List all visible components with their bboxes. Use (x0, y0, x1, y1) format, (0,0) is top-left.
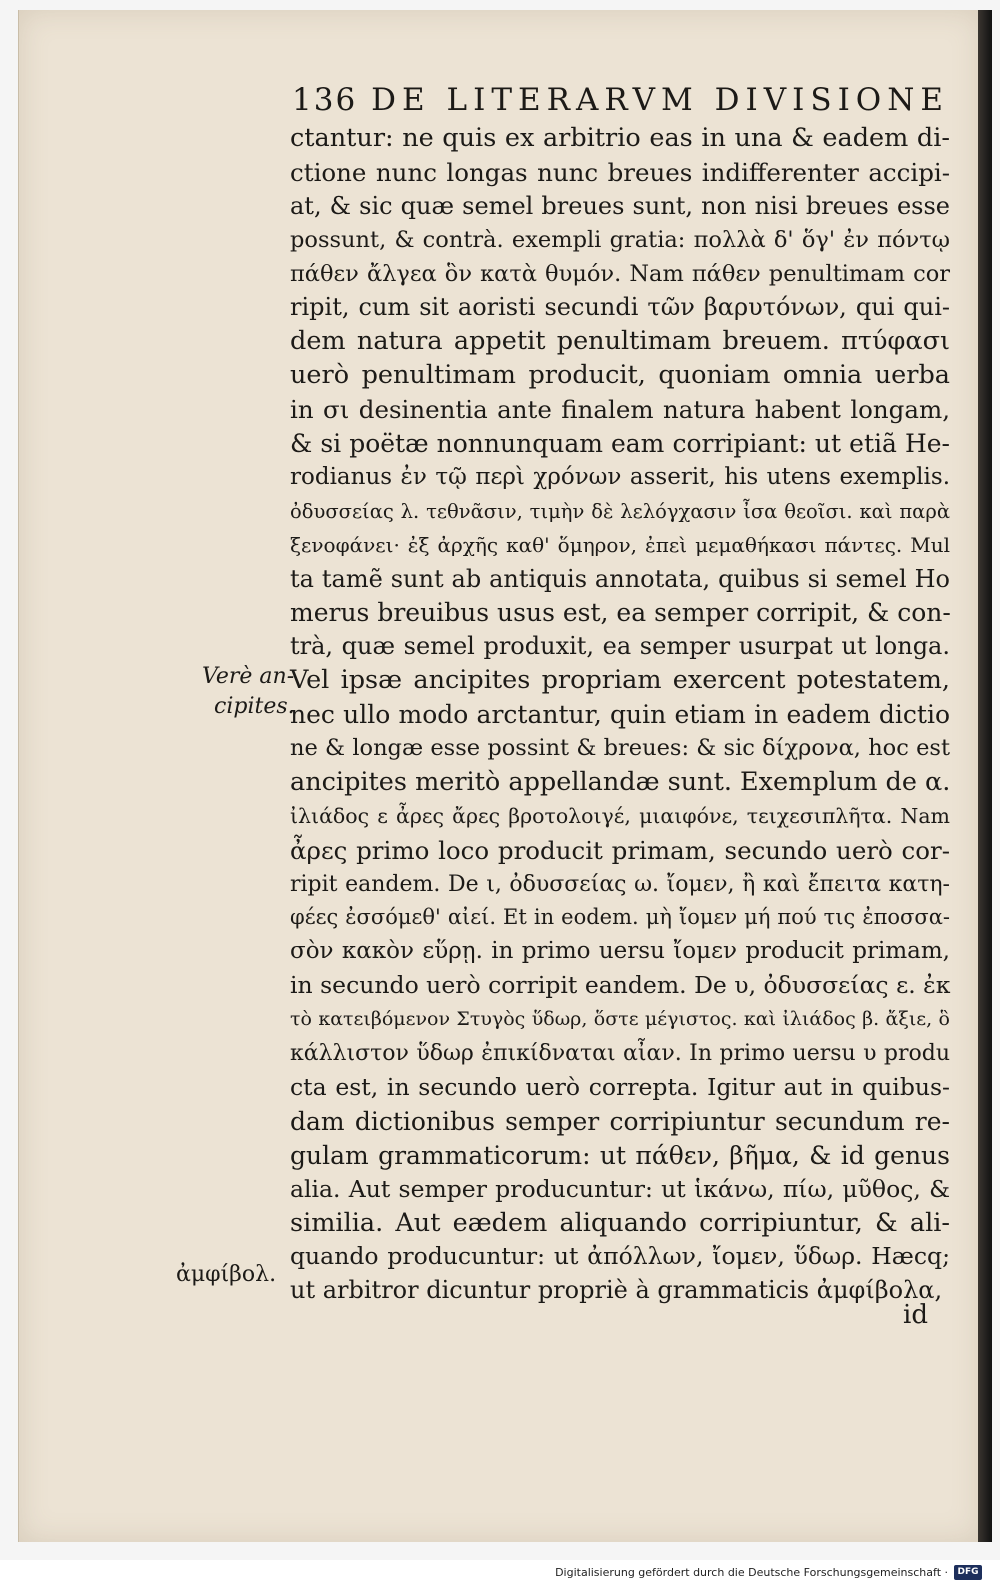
dfg-logo: DFG (954, 1565, 982, 1580)
marginal-note: cipites. (214, 694, 295, 719)
main-text-block (290, 122, 950, 1308)
text-line: uerò penultimam producit, quoniam omnia uerba (290, 360, 950, 391)
text-line: in σι desinentia ante finalem natura habent longam, (290, 395, 950, 425)
text-line: ctione nunc longas nunc breues indifferenter accipi- (290, 157, 950, 187)
page-number: 136 (292, 82, 358, 118)
catchword: id (903, 1300, 928, 1330)
text-line: σὸν κακὸν εὕρῃ. in primo uersu ἴομεν producit primam, (290, 938, 950, 965)
text-line: ξενοφάνει· ἐξ ἀρχῆς καθ' ὅμηρον, ἐπεὶ μεμαθήκασι πάντες. Mul (290, 532, 950, 557)
text-line: gulam grammaticorum: ut πάθεν, βῆμα, & id genus (290, 1140, 950, 1170)
footer-bar (0, 1560, 1000, 1588)
text-line: similia. Aut eædem aliquando corripiuntur, & ali- (290, 1207, 950, 1238)
text-line: ut arbitror dicuntur propriè à grammaticis ἀμφίβολα, (290, 1276, 943, 1305)
text-line: φέες ἐσσόμεθ' αἰεί. Et in eodem. μὴ ἴομεν μή πού τις ἐποσσα- (290, 905, 950, 930)
text-line: ne & longæ esse possint & breues: & sic δίχρονα, hoc est (290, 735, 950, 762)
text-line: trà, quæ semel produxit, ea semper usurpat ut longa. (290, 632, 950, 661)
text-line: quando producuntur: ut ἀπόλλων, ἴομεν, ὕδωρ. Hæcq; (290, 1242, 950, 1271)
text-line: in secundo uerò corripit eandem. De υ, ὀδυσσείας ε. ἐκ (290, 971, 951, 1000)
text-line: πάθεν ἄλγεα ὃν κατὰ θυμόν. Nam πάθεν penultimam cor (290, 260, 950, 287)
text-line: dam dictionibus semper corripiuntur secundum re- (290, 1106, 950, 1136)
text-line: ripit, cum sit aoristi secundi τῶν βαρυτόνων, qui qui- (290, 293, 950, 322)
text-line: dem natura appetit penultimam breuem. πτύφασι (290, 326, 950, 357)
text-line: alia. Aut semper producuntur: ut ἱκάνω, πίω, μῦθος, & (290, 1174, 950, 1203)
text-line: τὸ κατειβόμενον Στυγὸς ὕδωρ, ὅστε μέγιστος. καὶ ἰλιάδος β. ἄξιε, ὃ (290, 1008, 950, 1031)
text-line: possunt, & contrà. exempli gratia: πολλὰ δ' ὅγ' ἐν πόντῳ (290, 226, 950, 253)
text-line: ἆρες primo loco producit primam, secundo uerò cor- (290, 835, 950, 865)
text-line: ὀδυσσείας λ. τεθνᾶσιν, τιμὴν δὲ λελόγχασιν ἶσα θεοῖσι. καὶ παρὰ (290, 499, 950, 523)
text-line: ἰλιάδος ε ἆρες ἄρες βροτολοιγέ, μιαιφόνε, τειχεσιπλῆτα. Nam (290, 803, 950, 828)
text-line: ctantur: ne quis ex arbitrio eas in una & eadem di- (290, 123, 950, 153)
text-line: cta est, in secundo uerò correpta. Igitur aut in quibus- (290, 1072, 950, 1101)
text-line: rodianus ἐν τῷ περὶ χρόνων asserit, his utens exemplis. (290, 463, 950, 490)
text-line: at, & sic quæ semel breues sunt, non nisi breues esse (290, 191, 950, 220)
text-line: nec ullo modo arctantur, quin etiam in eadem dictio (290, 700, 950, 730)
text-line: ripit eandem. De ι, ὀδυσσείας ω. ἴομεν, ἢ καὶ ἔπειτα κατη- (290, 871, 950, 897)
funding-credit: Digitalisierung gefördert durch die Deutsche Forschungsgemeinschaft · (555, 1566, 948, 1579)
text-line: ta tamẽ sunt ab antiquis annotata, quibus si semel Ho (290, 564, 950, 593)
text-line: κάλλιστον ὕδωρ ἐπικίδναται αἶαν. In primo uersu υ produ (290, 1041, 950, 1067)
text-line: & si poëtæ nonnunquam eam corripiant: ut etiã He- (290, 429, 950, 459)
book-spine (978, 10, 992, 1542)
running-title: DE LITERARVM DIVISIONE (371, 82, 949, 118)
text-line: Vel ipsæ ancipites propriam exercent potestatem, (290, 665, 950, 696)
text-line: merus breuibus usus est, ea semper corripit, & con- (290, 598, 951, 628)
marginal-note: Verè an- (202, 664, 295, 689)
running-head (292, 82, 949, 118)
text-line: ancipites meritò appellandæ sunt. Exemplum de α. (290, 766, 951, 797)
marginal-note: ἀμφίβολ. (176, 1262, 277, 1287)
